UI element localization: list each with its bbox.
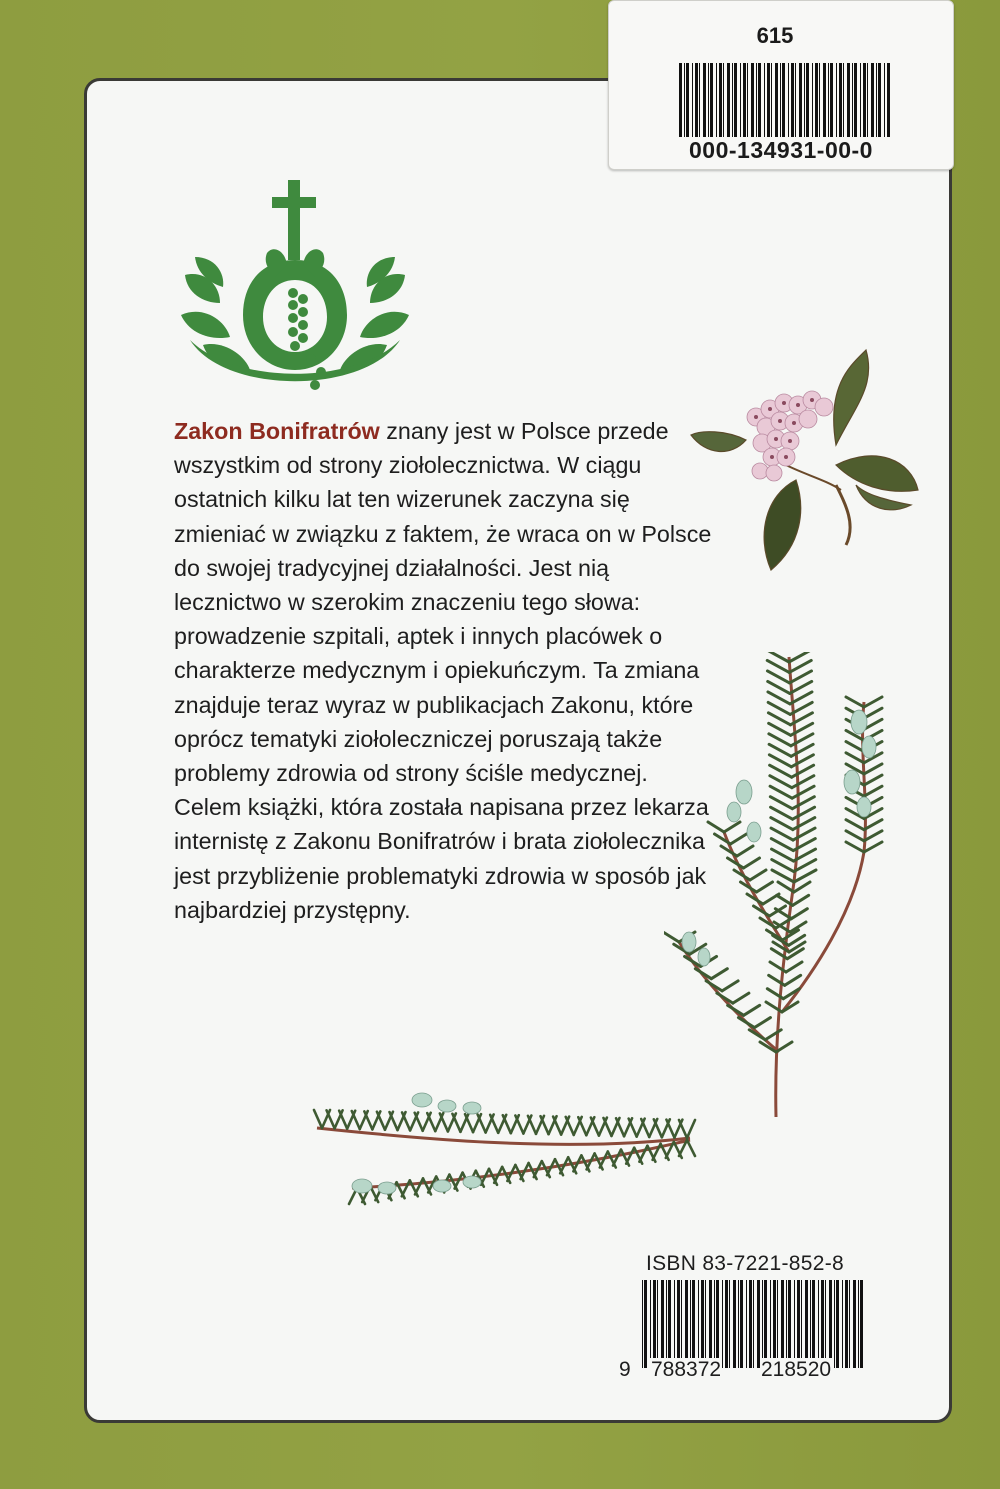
bonifratrzy-emblem-icon xyxy=(175,175,415,400)
paragraph-1 xyxy=(174,414,714,790)
isbn-barcode-block xyxy=(620,1252,870,1402)
order-name-highlight: Zakon Bonifratrów xyxy=(174,418,380,444)
ean-right-digits: 218520 xyxy=(761,1358,832,1381)
library-number: 615 xyxy=(756,23,794,48)
ean-first-digit: 9 xyxy=(619,1358,631,1381)
paragraph-2: Celem książki, która została napisana przez lekarza internistę z Zakonu Bonifratrów i brata ziołolecznika jest przybliżenie problematyki zdrowia w sposób jak najbardziej przystępny. xyxy=(174,794,709,923)
library-barcode xyxy=(679,63,891,137)
rosemary-sprig-illustration xyxy=(312,1078,698,1238)
paragraph-1-text: znany jest w Polsce przede wszystkim od strony ziołolecznictwa. W ciągu ostatnich kilku lat ten wizerunek zaczyna się zmieniać w związku z faktem, że wraca on w Polsce do swojej tradycyjnej działalności. Jest nią lecznictwo w szerokim znaczeniu tego słowa: prowadzenie szpitali, aptek i innych placówek o charakterze medycznym i opiekuńczym. Ta zmiana znajduje teraz wyraz w publikacjach Zakonu, które oprócz tematyki ziołoleczniczej poruszają także problemy zdrowia od strony ściśle medycznej. xyxy=(174,418,712,787)
library-label xyxy=(608,0,954,170)
description-text xyxy=(174,414,714,927)
isbn-label: ISBN 83-7221-852-8 xyxy=(645,1252,845,1275)
ean-left-digits: 788372 xyxy=(651,1358,722,1381)
isbn-barcode xyxy=(624,1280,868,1368)
hawthorn-flower-illustration xyxy=(686,345,922,577)
library-code: 000-134931-00-0 xyxy=(689,137,873,163)
rosemary-branch-illustration xyxy=(664,652,924,1122)
